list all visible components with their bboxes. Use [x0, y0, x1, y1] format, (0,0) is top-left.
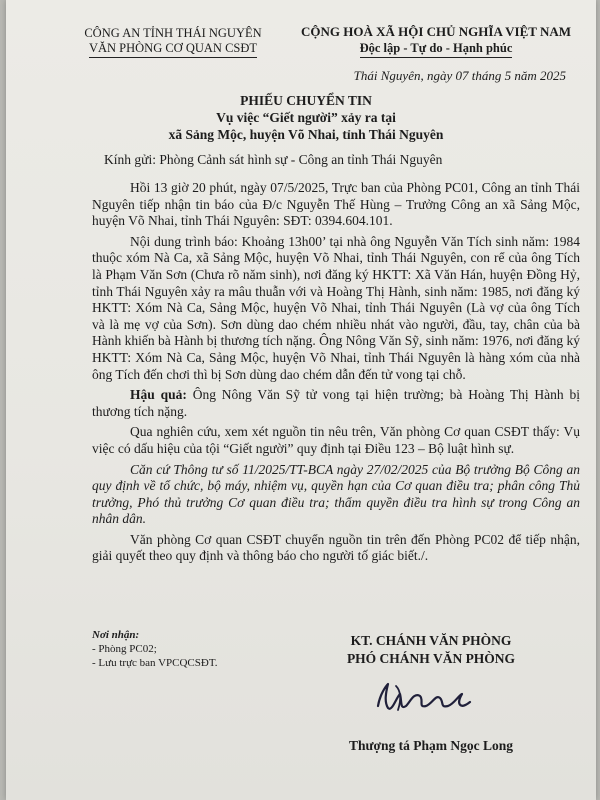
recipient-item: - Lưu trực ban VPCQCSĐT.	[92, 657, 218, 669]
paragraph-transfer: Văn phòng Cơ quan CSĐT chuyển nguồn tin trên đến Phòng PC02 để tiếp nhận, giải quyết theo quy định và thông báo cho người tố giác biết./.	[92, 531, 580, 564]
consequence-label: Hậu quả:	[130, 387, 187, 403]
signer-authority: KT. CHÁNH VĂN PHÒNG	[350, 633, 512, 648]
agency-line-1: CÔNG AN TỈNH THÁI NGUYÊN	[84, 26, 262, 40]
consequence-text: Ông Nông Văn Sỹ tử vong tại hiện trường; bà Hoàng Thị Hành bị thương tích nặng.	[92, 387, 580, 419]
title-line-2: Vụ việc “Giết người” xảy ra tại	[216, 110, 396, 125]
document-title	[46, 92, 566, 143]
title-line-1: PHIẾU CHUYỂN TIN	[240, 93, 372, 108]
nation-name: CỘNG HOÀ XÃ HỘI CHỦ NGHĨA VIỆT NAM	[300, 24, 572, 39]
signer-position: PHÓ CHÁNH VĂN PHÒNG	[346, 651, 516, 666]
document-body	[92, 180, 580, 569]
paragraph-legal-basis: Căn cứ Thông tư số 11/2025/TT-BCA ngày 27/02/2025 của Bộ trưởng Bộ Công an quy định về tổ chức, bộ máy, nhiệm vụ, quyền hạn của Cơ quan điều tra; phân công Thủ trưởng, Phó thủ trưởng Cơ quan điều tra; thẩm quyền điều tra hình sự trong Công an nhân dân.	[92, 461, 580, 527]
paragraph-assessment: Qua nghiên cứu, xem xét nguồn tin nêu trên, Văn phòng Cơ quan CSĐT thấy: Vụ việc có dấu hiệu của tội “Giết người” quy định tại Điều 123 – Bộ luật hình sự.	[92, 424, 580, 456]
signer-name: Thượng tá Phạm Ngọc Long	[348, 738, 514, 753]
national-motto: Độc lập - Tự do - Hạnh phúc	[360, 40, 513, 58]
paragraph-consequence	[92, 387, 580, 420]
recipient-line: Kính gửi: Phòng Cảnh sát hình sự - Công an tỉnh Thái Nguyên	[104, 152, 443, 167]
paragraph-report-time: Hồi 13 giờ 20 phút, ngày 07/5/2025, Trực ban của Phòng PC01, Công an tỉnh Thái Nguyên tiếp nhận tin báo của Đ/c Nguyễn Thế Hùng – Trưởng Công an xã Sảng Mộc, huyện Võ Nhai, tỉnh Thái Nguyên: SĐT: 0394.604.101.	[92, 180, 580, 229]
date-line: Thái Nguyên, ngày 07 tháng 5 năm 2025	[353, 68, 566, 83]
issuing-agency	[68, 26, 278, 58]
paragraph-report-content: Nội dung trình báo: Khoảng 13h00’ tại nhà ông Nguyễn Văn Tích sinh năm: 1984 thuộc xóm Nà Ca, xã Sảng Mộc, huyện Võ Nhai, tỉnh Thái Nguyên, con rể của ông Tích là Phạm Văn Sơn (Chưa rõ năm sinh), nơi đăng ký HKTT: Xã Văn Hán, huyện Đồng Hỷ, tỉnh Thái Nguyên xảy ra mâu thuẫn với và Hoàng Thị Hành, sinh năm: 1985, nơi đăng ký HKTT: Xóm Nà Ca, Sảng Mộc, huyện Võ Nhai, tỉnh Thái Nguyên (Là vợ của ông Tích và là mẹ vợ của Sơn). Sơn dùng dao chém nhiều nhát vào người, đầu, tay, chân của bà Hành khiến bà Hành bị thương tích nặng. Ông Nông Văn Sỹ, sinh năm: 1976, nơi đăng ký HKTT: Xóm Nà Ca, Sảng Mộc, huyện Võ Nhai, tỉnh Thái Nguyên là hàng xóm của nhà ông Tích đến chơi thì bị Sơn dùng dao chém dẫn đến tử vong tại chỗ.	[92, 233, 580, 382]
title-line-3: xã Sảng Mộc, huyện Võ Nhai, tỉnh Thái Nguyên	[168, 127, 444, 142]
national-header	[286, 24, 586, 58]
recipients-label: Nơi nhận:	[92, 629, 140, 641]
recipients-list	[92, 628, 218, 670]
recipient-item: - Phòng PC02;	[92, 643, 157, 655]
handwritten-signature	[366, 676, 486, 720]
agency-line-2: VĂN PHÒNG CƠ QUAN CSĐT	[89, 41, 257, 58]
signature-block-title	[296, 632, 566, 668]
document-page	[6, 0, 596, 800]
